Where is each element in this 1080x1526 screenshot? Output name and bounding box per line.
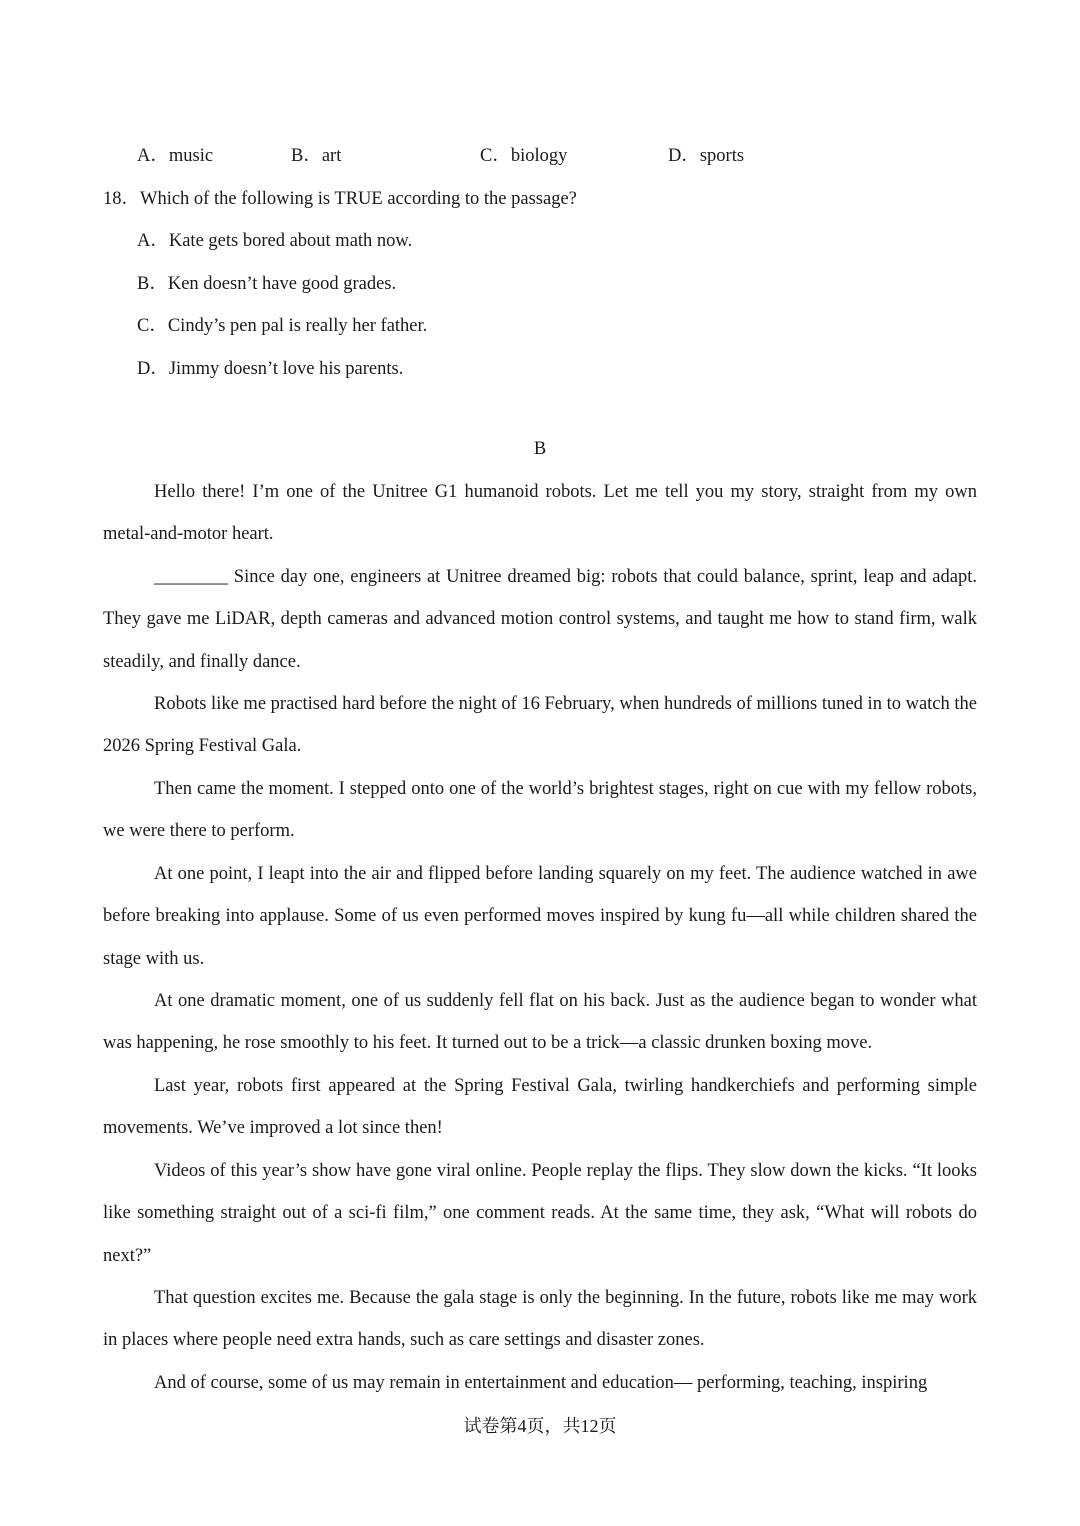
passage-paragraph-3: Robots like me practised hard before the night of 16 February, when hundreds of millions tuned in to watch the 2026 Spring Festival Gala. — [103, 694, 977, 757]
q18-option-a[interactable]: A．Kate gets bored about math now. — [137, 231, 413, 251]
page-footer: 试卷第4页，共12页 — [463, 1416, 617, 1436]
q17-option-b[interactable]: B．art — [291, 146, 342, 166]
q17-option-d[interactable]: D．sports — [668, 146, 745, 166]
passage-paragraph-2: ________ Since day one, engineers at Unitree dreamed big: robots that could balance, sprint, leap and adapt. They gave me LiDAR, depth cameras and advanced motion control systems, and taught me how to stand firm, walk steadily, and finally dance. — [103, 567, 977, 672]
passage-paragraph-7: Last year, robots first appeared at the Spring Festival Gala, twirling handkerchiefs and performing simple movements. We’ve improved a lot since then! — [103, 1076, 977, 1139]
passage-paragraph-8: Videos of this year’s show have gone viral online. People replay the flips. They slow down the kicks. “It looks like something straight out of a sci-fi film,” one comment reads. At the same time, they ask, “What will robots do next?” — [103, 1161, 977, 1266]
q17-option-a[interactable]: A．music — [137, 146, 214, 166]
q18-question: 18．Which of the following is TRUE according to the passage? — [103, 189, 577, 209]
passage-paragraph-6: At one dramatic moment, one of us suddenly fell flat on his back. Just as the audience began to wonder what was happening, he rose smoothly to his feet. It turned out to be a trick—a classic drunken boxing move. — [103, 991, 977, 1054]
q17-options-row — [0, 141, 1080, 167]
passage-paragraph-5: At one point, I leapt into the air and flipped before landing squarely on my feet. The audience watched in awe before breaking into applause. Some of us even performed moves inspired by kung fu—all while children shared the stage with us. — [103, 864, 977, 969]
passage-paragraph-1: Hello there! I’m one of the Unitree G1 humanoid robots. Let me tell you my story, straight from my own metal-and-motor heart. — [103, 482, 977, 545]
passage-paragraph-9: That question excites me. Because the gala stage is only the beginning. In the future, robots like me may work in places where people need extra hands, such as care settings and disaster zones. — [103, 1288, 977, 1351]
q18-option-d[interactable]: D．Jimmy doesn’t love his parents. — [137, 359, 404, 379]
passage-paragraph-10: And of course, some of us may remain in entertainment and education— performing, teaching, inspiring — [154, 1373, 928, 1393]
q17-option-c[interactable]: C．biology — [480, 146, 568, 166]
passage-paragraph-4: Then came the moment. I stepped onto one of the world’s brightest stages, right on cue with my fellow robots, we were there to perform. — [103, 779, 977, 842]
section-label: B — [533, 439, 547, 459]
q18-option-b[interactable]: B．Ken doesn’t have good grades. — [137, 274, 397, 294]
q18-option-c[interactable]: C．Cindy’s pen pal is really her father. — [137, 316, 428, 336]
